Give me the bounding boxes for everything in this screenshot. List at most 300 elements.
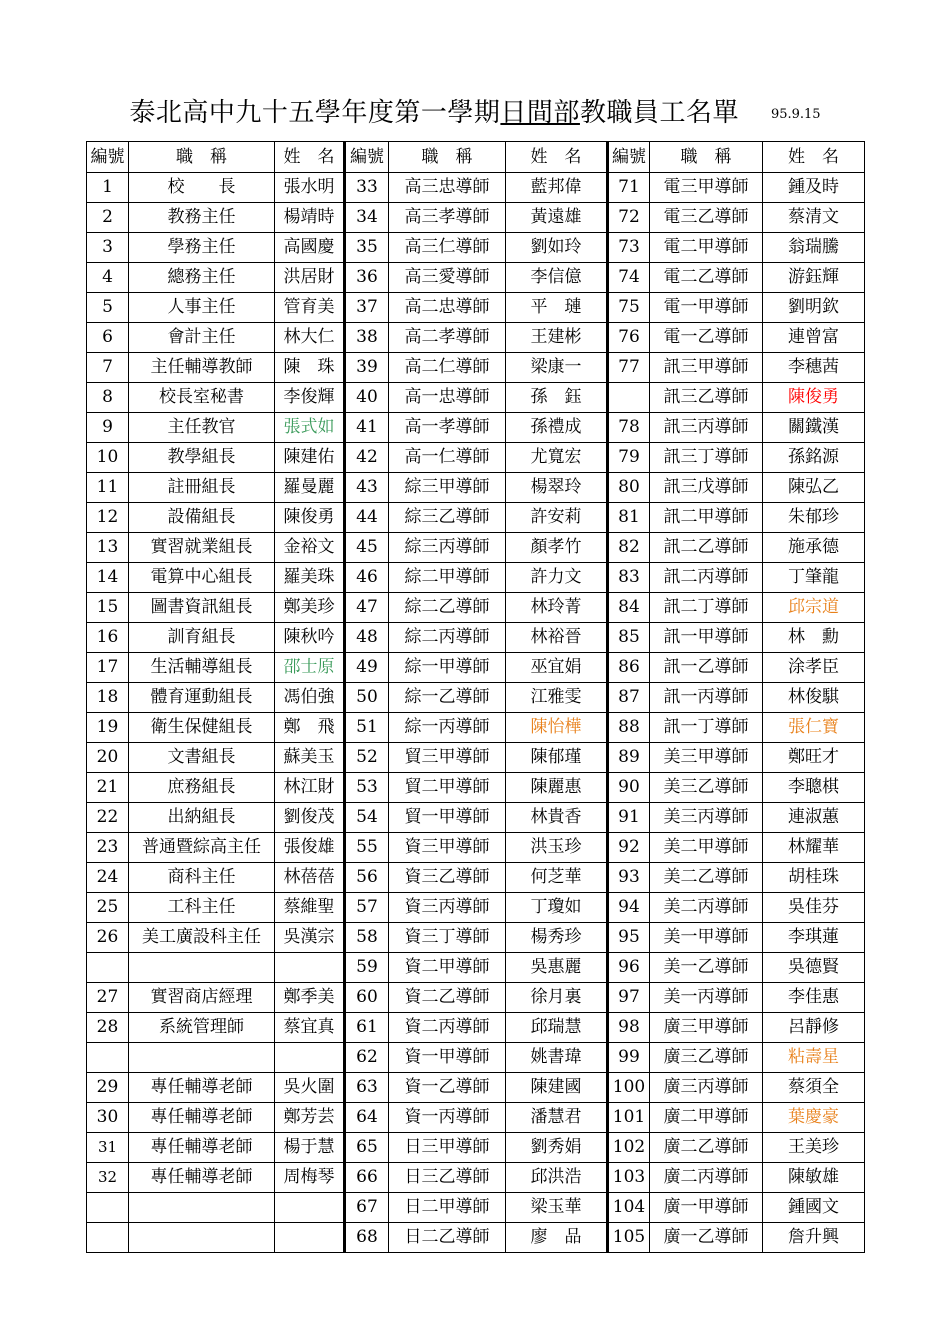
cell-no xyxy=(87,1223,129,1253)
cell-role: 電二甲導師 xyxy=(650,233,763,263)
cell-no: 12 xyxy=(87,503,129,533)
cell-role: 訊二乙導師 xyxy=(650,533,763,563)
table-row xyxy=(87,443,865,473)
cell-no: 62 xyxy=(345,1043,389,1073)
cell-no: 23 xyxy=(87,833,129,863)
cell-role: 教務主任 xyxy=(129,203,275,233)
cell-role: 資二丙導師 xyxy=(389,1013,506,1043)
cell-role: 廣三乙導師 xyxy=(650,1043,763,1073)
table-row xyxy=(87,1073,865,1103)
cell-no: 59 xyxy=(345,953,389,983)
cell-no: 100 xyxy=(608,1073,650,1103)
header-name: 姓 名 xyxy=(506,142,608,173)
cell-no: 38 xyxy=(345,323,389,353)
cell-name: 劉俊茂 xyxy=(275,803,345,833)
cell-role: 資一乙導師 xyxy=(389,1073,506,1103)
cell-name: 林耀華 xyxy=(763,833,865,863)
cell-name: 林玲菁 xyxy=(506,593,608,623)
cell-name: 葉慶豪 xyxy=(763,1103,865,1133)
cell-role: 美一丙導師 xyxy=(650,983,763,1013)
cell-name: 洪居財 xyxy=(275,263,345,293)
cell-role: 綜二乙導師 xyxy=(389,593,506,623)
cell-role: 普通暨綜高主任 xyxy=(129,833,275,863)
cell-no: 68 xyxy=(345,1223,389,1253)
cell-name: 許安莉 xyxy=(506,503,608,533)
cell-role: 貿二甲導師 xyxy=(389,773,506,803)
cell-role: 訊三乙導師 xyxy=(650,383,763,413)
cell-role: 資二乙導師 xyxy=(389,983,506,1013)
cell-no: 97 xyxy=(608,983,650,1013)
cell-role: 廣三丙導師 xyxy=(650,1073,763,1103)
cell-no: 54 xyxy=(345,803,389,833)
cell-name: 吳佳芬 xyxy=(763,893,865,923)
cell-role: 衛生保健組長 xyxy=(129,713,275,743)
cell-role: 資三丁導師 xyxy=(389,923,506,953)
cell-no: 81 xyxy=(608,503,650,533)
cell-role: 美一乙導師 xyxy=(650,953,763,983)
cell-no: 95 xyxy=(608,923,650,953)
cell-role: 資一丙導師 xyxy=(389,1103,506,1133)
cell-name: 藍邦偉 xyxy=(506,173,608,203)
table-row xyxy=(87,923,865,953)
cell-no: 83 xyxy=(608,563,650,593)
cell-name: 高國慶 xyxy=(275,233,345,263)
cell-no: 52 xyxy=(345,743,389,773)
cell-role: 高二仁導師 xyxy=(389,353,506,383)
cell-name: 邱宗道 xyxy=(763,593,865,623)
cell-name: 平 璉 xyxy=(506,293,608,323)
cell-no xyxy=(87,1043,129,1073)
cell-role: 專任輔導老師 xyxy=(129,1133,275,1163)
cell-role: 廣二丙導師 xyxy=(650,1163,763,1193)
cell-no: 78 xyxy=(608,413,650,443)
cell-role: 高一孝導師 xyxy=(389,413,506,443)
cell-role: 訊一丙導師 xyxy=(650,683,763,713)
cell-name: 連曾富 xyxy=(763,323,865,353)
cell-name: 楊秀珍 xyxy=(506,923,608,953)
cell-no: 80 xyxy=(608,473,650,503)
cell-no: 5 xyxy=(87,293,129,323)
cell-name: 鄭 飛 xyxy=(275,713,345,743)
table-row xyxy=(87,713,865,743)
cell-no: 43 xyxy=(345,473,389,503)
cell-no: 20 xyxy=(87,743,129,773)
cell-name: 陳俊勇 xyxy=(763,383,865,413)
table-row xyxy=(87,1103,865,1133)
cell-no: 88 xyxy=(608,713,650,743)
cell-name: 鄭美珍 xyxy=(275,593,345,623)
cell-name: 李信億 xyxy=(506,263,608,293)
cell-name: 蔡宜真 xyxy=(275,1013,345,1043)
cell-role: 美二乙導師 xyxy=(650,863,763,893)
cell-no: 34 xyxy=(345,203,389,233)
cell-name xyxy=(275,1043,345,1073)
cell-role: 美二甲導師 xyxy=(650,833,763,863)
cell-name: 游鈺輝 xyxy=(763,263,865,293)
cell-role: 專任輔導老師 xyxy=(129,1163,275,1193)
cell-role: 實習就業組長 xyxy=(129,533,275,563)
cell-name: 徐月裏 xyxy=(506,983,608,1013)
cell-role: 電二乙導師 xyxy=(650,263,763,293)
table-row xyxy=(87,203,865,233)
cell-no: 55 xyxy=(345,833,389,863)
cell-no: 56 xyxy=(345,863,389,893)
cell-no: 99 xyxy=(608,1043,650,1073)
cell-role: 貿三甲導師 xyxy=(389,743,506,773)
table-row xyxy=(87,383,865,413)
table-row xyxy=(87,473,865,503)
cell-role: 美二丙導師 xyxy=(650,893,763,923)
cell-no: 58 xyxy=(345,923,389,953)
cell-name: 鄭芳芸 xyxy=(275,1103,345,1133)
table-row xyxy=(87,563,865,593)
cell-role: 體育運動組長 xyxy=(129,683,275,713)
cell-name: 孫銘源 xyxy=(763,443,865,473)
cell-no: 89 xyxy=(608,743,650,773)
cell-no: 98 xyxy=(608,1013,650,1043)
cell-role: 電一甲導師 xyxy=(650,293,763,323)
cell-no: 86 xyxy=(608,653,650,683)
cell-no: 50 xyxy=(345,683,389,713)
cell-no: 96 xyxy=(608,953,650,983)
cell-no: 105 xyxy=(608,1223,650,1253)
cell-no: 35 xyxy=(345,233,389,263)
cell-name: 吳惠麗 xyxy=(506,953,608,983)
cell-name: 劉如玲 xyxy=(506,233,608,263)
cell-role: 註冊組長 xyxy=(129,473,275,503)
title-prefix: 泰北高中九十五學年度第一學期 xyxy=(129,98,501,128)
cell-role: 綜三甲導師 xyxy=(389,473,506,503)
cell-role: 美工廣設科主任 xyxy=(129,923,275,953)
cell-name: 李俊輝 xyxy=(275,383,345,413)
table-row xyxy=(87,1163,865,1193)
cell-role: 資一甲導師 xyxy=(389,1043,506,1073)
cell-role: 學務主任 xyxy=(129,233,275,263)
cell-name: 江雅雯 xyxy=(506,683,608,713)
cell-no: 33 xyxy=(345,173,389,203)
title-date: 95.9.15 xyxy=(770,106,821,122)
cell-name: 邵士原 xyxy=(275,653,345,683)
table-row xyxy=(87,1223,865,1253)
cell-no: 13 xyxy=(87,533,129,563)
cell-name: 吳德賢 xyxy=(763,953,865,983)
table-row xyxy=(87,743,865,773)
cell-role: 綜一甲導師 xyxy=(389,653,506,683)
cell-role: 訊三丁導師 xyxy=(650,443,763,473)
cell-no: 64 xyxy=(345,1103,389,1133)
cell-role xyxy=(129,1043,275,1073)
cell-role: 訊一乙導師 xyxy=(650,653,763,683)
cell-no: 40 xyxy=(345,383,389,413)
cell-no: 85 xyxy=(608,623,650,653)
cell-name: 黃遠雄 xyxy=(506,203,608,233)
cell-role: 實習商店經理 xyxy=(129,983,275,1013)
cell-name: 陳建佑 xyxy=(275,443,345,473)
cell-no: 66 xyxy=(345,1163,389,1193)
cell-no: 75 xyxy=(608,293,650,323)
cell-no: 48 xyxy=(345,623,389,653)
cell-role xyxy=(129,1193,275,1223)
cell-name: 胡桂珠 xyxy=(763,863,865,893)
cell-no: 77 xyxy=(608,353,650,383)
cell-name: 蘇美玉 xyxy=(275,743,345,773)
cell-name: 邱洪浩 xyxy=(506,1163,608,1193)
cell-no: 31 xyxy=(87,1133,129,1163)
cell-role: 工科主任 xyxy=(129,893,275,923)
cell-no: 36 xyxy=(345,263,389,293)
table-row xyxy=(87,173,865,203)
cell-name: 巫宜娟 xyxy=(506,653,608,683)
cell-name: 李穗茜 xyxy=(763,353,865,383)
cell-role: 專任輔導老師 xyxy=(129,1103,275,1133)
cell-no: 30 xyxy=(87,1103,129,1133)
cell-role: 庶務組長 xyxy=(129,773,275,803)
table-row xyxy=(87,1193,865,1223)
cell-no xyxy=(608,383,650,413)
staff-table xyxy=(86,141,865,1253)
cell-name: 張水明 xyxy=(275,173,345,203)
cell-role: 廣二甲導師 xyxy=(650,1103,763,1133)
cell-role: 綜三丙導師 xyxy=(389,533,506,563)
cell-name: 施承德 xyxy=(763,533,865,563)
cell-role: 訓育組長 xyxy=(129,623,275,653)
cell-role: 設備組長 xyxy=(129,503,275,533)
cell-no: 17 xyxy=(87,653,129,683)
cell-role: 訊三戊導師 xyxy=(650,473,763,503)
cell-role: 日二乙導師 xyxy=(389,1223,506,1253)
cell-name: 潘慧君 xyxy=(506,1103,608,1133)
cell-no: 41 xyxy=(345,413,389,443)
cell-name: 許力文 xyxy=(506,563,608,593)
cell-no: 65 xyxy=(345,1133,389,1163)
table-row xyxy=(87,233,865,263)
cell-role: 綜一丙導師 xyxy=(389,713,506,743)
cell-role: 電算中心組長 xyxy=(129,563,275,593)
cell-no: 21 xyxy=(87,773,129,803)
cell-name: 管育美 xyxy=(275,293,345,323)
cell-no: 49 xyxy=(345,653,389,683)
cell-role: 貿一甲導師 xyxy=(389,803,506,833)
cell-role: 文書組長 xyxy=(129,743,275,773)
cell-name: 邱瑞慧 xyxy=(506,1013,608,1043)
cell-name: 陳 珠 xyxy=(275,353,345,383)
cell-no: 46 xyxy=(345,563,389,593)
cell-no: 15 xyxy=(87,593,129,623)
table-row xyxy=(87,293,865,323)
cell-no: 24 xyxy=(87,863,129,893)
cell-role: 主任教官 xyxy=(129,413,275,443)
cell-name: 鍾及時 xyxy=(763,173,865,203)
cell-name: 何芝華 xyxy=(506,863,608,893)
cell-name: 林裕晉 xyxy=(506,623,608,653)
cell-role: 專任輔導老師 xyxy=(129,1073,275,1103)
header-name: 姓 名 xyxy=(763,142,865,173)
cell-name: 梁玉華 xyxy=(506,1193,608,1223)
cell-role: 主任輔導教師 xyxy=(129,353,275,383)
cell-role: 高三忠導師 xyxy=(389,173,506,203)
cell-role: 訊二甲導師 xyxy=(650,503,763,533)
cell-role: 綜三乙導師 xyxy=(389,503,506,533)
cell-no: 57 xyxy=(345,893,389,923)
table-row xyxy=(87,1133,865,1163)
cell-no: 76 xyxy=(608,323,650,353)
cell-name: 丁肇龍 xyxy=(763,563,865,593)
cell-name: 林 勳 xyxy=(763,623,865,653)
cell-no: 25 xyxy=(87,893,129,923)
cell-no xyxy=(87,953,129,983)
page-title xyxy=(0,92,950,129)
cell-name: 孫 鈺 xyxy=(506,383,608,413)
header-role: 職 稱 xyxy=(129,142,275,173)
cell-no: 10 xyxy=(87,443,129,473)
cell-name xyxy=(275,1193,345,1223)
cell-no: 32 xyxy=(87,1163,129,1193)
cell-no: 14 xyxy=(87,563,129,593)
header-row xyxy=(87,142,865,173)
cell-name: 涂孝臣 xyxy=(763,653,865,683)
cell-name: 張仁寶 xyxy=(763,713,865,743)
cell-role: 資三丙導師 xyxy=(389,893,506,923)
cell-role: 商科主任 xyxy=(129,863,275,893)
cell-name: 蔡維聖 xyxy=(275,893,345,923)
cell-name: 關鐵漢 xyxy=(763,413,865,443)
cell-name: 金裕文 xyxy=(275,533,345,563)
cell-role: 電一乙導師 xyxy=(650,323,763,353)
cell-role: 廣三甲導師 xyxy=(650,1013,763,1043)
table-row xyxy=(87,833,865,863)
cell-role: 資三乙導師 xyxy=(389,863,506,893)
cell-no: 91 xyxy=(608,803,650,833)
cell-no: 8 xyxy=(87,383,129,413)
cell-name: 陳怡樺 xyxy=(506,713,608,743)
cell-name: 鍾國文 xyxy=(763,1193,865,1223)
cell-role: 美三丙導師 xyxy=(650,803,763,833)
cell-no: 42 xyxy=(345,443,389,473)
header-name: 姓 名 xyxy=(275,142,345,173)
cell-role: 總務主任 xyxy=(129,263,275,293)
cell-name: 陳麗惠 xyxy=(506,773,608,803)
cell-no: 7 xyxy=(87,353,129,383)
cell-no: 103 xyxy=(608,1163,650,1193)
cell-role: 訊一丁導師 xyxy=(650,713,763,743)
cell-name: 連淑蕙 xyxy=(763,803,865,833)
header-no: 編號 xyxy=(608,142,650,173)
cell-name: 林江財 xyxy=(275,773,345,803)
cell-no: 71 xyxy=(608,173,650,203)
cell-name: 鄭旺才 xyxy=(763,743,865,773)
cell-name: 孫禮成 xyxy=(506,413,608,443)
table-row xyxy=(87,773,865,803)
cell-no: 93 xyxy=(608,863,650,893)
cell-role: 高二忠導師 xyxy=(389,293,506,323)
cell-name: 周梅琴 xyxy=(275,1163,345,1193)
cell-no: 19 xyxy=(87,713,129,743)
cell-no: 16 xyxy=(87,623,129,653)
cell-role: 會計主任 xyxy=(129,323,275,353)
cell-name: 楊于慧 xyxy=(275,1133,345,1163)
cell-no: 104 xyxy=(608,1193,650,1223)
cell-role: 訊二丙導師 xyxy=(650,563,763,593)
cell-role: 廣一乙導師 xyxy=(650,1223,763,1253)
table-row xyxy=(87,1043,865,1073)
cell-role: 資三甲導師 xyxy=(389,833,506,863)
cell-name: 丁瓊如 xyxy=(506,893,608,923)
cell-name: 姚書瑋 xyxy=(506,1043,608,1073)
cell-name: 李琪蓮 xyxy=(763,923,865,953)
cell-role: 訊二丁導師 xyxy=(650,593,763,623)
cell-no: 29 xyxy=(87,1073,129,1103)
cell-role: 高三愛導師 xyxy=(389,263,506,293)
cell-no: 18 xyxy=(87,683,129,713)
table-row xyxy=(87,353,865,383)
cell-no xyxy=(87,1193,129,1223)
cell-no: 102 xyxy=(608,1133,650,1163)
cell-name: 李聰棋 xyxy=(763,773,865,803)
cell-no: 101 xyxy=(608,1103,650,1133)
cell-role: 訊一甲導師 xyxy=(650,623,763,653)
cell-role: 訊三丙導師 xyxy=(650,413,763,443)
cell-role: 電三乙導師 xyxy=(650,203,763,233)
cell-role: 美三乙導師 xyxy=(650,773,763,803)
cell-name: 林貴香 xyxy=(506,803,608,833)
cell-name: 廖 品 xyxy=(506,1223,608,1253)
header-no: 編號 xyxy=(345,142,389,173)
cell-role: 日三甲導師 xyxy=(389,1133,506,1163)
cell-name: 羅曼麗 xyxy=(275,473,345,503)
table-row xyxy=(87,893,865,923)
title-suffix: 教職員工名單 xyxy=(579,98,739,128)
cell-name: 朱郁珍 xyxy=(763,503,865,533)
cell-no: 44 xyxy=(345,503,389,533)
cell-role: 電三甲導師 xyxy=(650,173,763,203)
cell-name: 陳俊勇 xyxy=(275,503,345,533)
cell-name: 尤寬宏 xyxy=(506,443,608,473)
cell-name: 劉秀娟 xyxy=(506,1133,608,1163)
table-row xyxy=(87,323,865,353)
cell-no: 74 xyxy=(608,263,650,293)
cell-role: 人事主任 xyxy=(129,293,275,323)
cell-name xyxy=(275,953,345,983)
cell-no: 4 xyxy=(87,263,129,293)
cell-role: 校 長 xyxy=(129,173,275,203)
cell-no: 84 xyxy=(608,593,650,623)
cell-name: 陳建國 xyxy=(506,1073,608,1103)
cell-no: 87 xyxy=(608,683,650,713)
cell-role: 日三乙導師 xyxy=(389,1163,506,1193)
cell-name: 蔡清文 xyxy=(763,203,865,233)
cell-role: 美一甲導師 xyxy=(650,923,763,953)
cell-no: 9 xyxy=(87,413,129,443)
cell-role: 綜一乙導師 xyxy=(389,683,506,713)
cell-role: 教學組長 xyxy=(129,443,275,473)
cell-no: 11 xyxy=(87,473,129,503)
cell-role: 高一忠導師 xyxy=(389,383,506,413)
cell-role: 高三孝導師 xyxy=(389,203,506,233)
cell-role: 訊三甲導師 xyxy=(650,353,763,383)
table-row xyxy=(87,533,865,563)
cell-no: 27 xyxy=(87,983,129,1013)
cell-no: 3 xyxy=(87,233,129,263)
table-row xyxy=(87,413,865,443)
cell-name: 林俊騏 xyxy=(763,683,865,713)
cell-name: 翁瑞騰 xyxy=(763,233,865,263)
cell-name: 王美珍 xyxy=(763,1133,865,1163)
cell-no: 22 xyxy=(87,803,129,833)
cell-name: 吳漢宗 xyxy=(275,923,345,953)
cell-no: 90 xyxy=(608,773,650,803)
cell-role: 美三甲導師 xyxy=(650,743,763,773)
cell-no: 47 xyxy=(345,593,389,623)
